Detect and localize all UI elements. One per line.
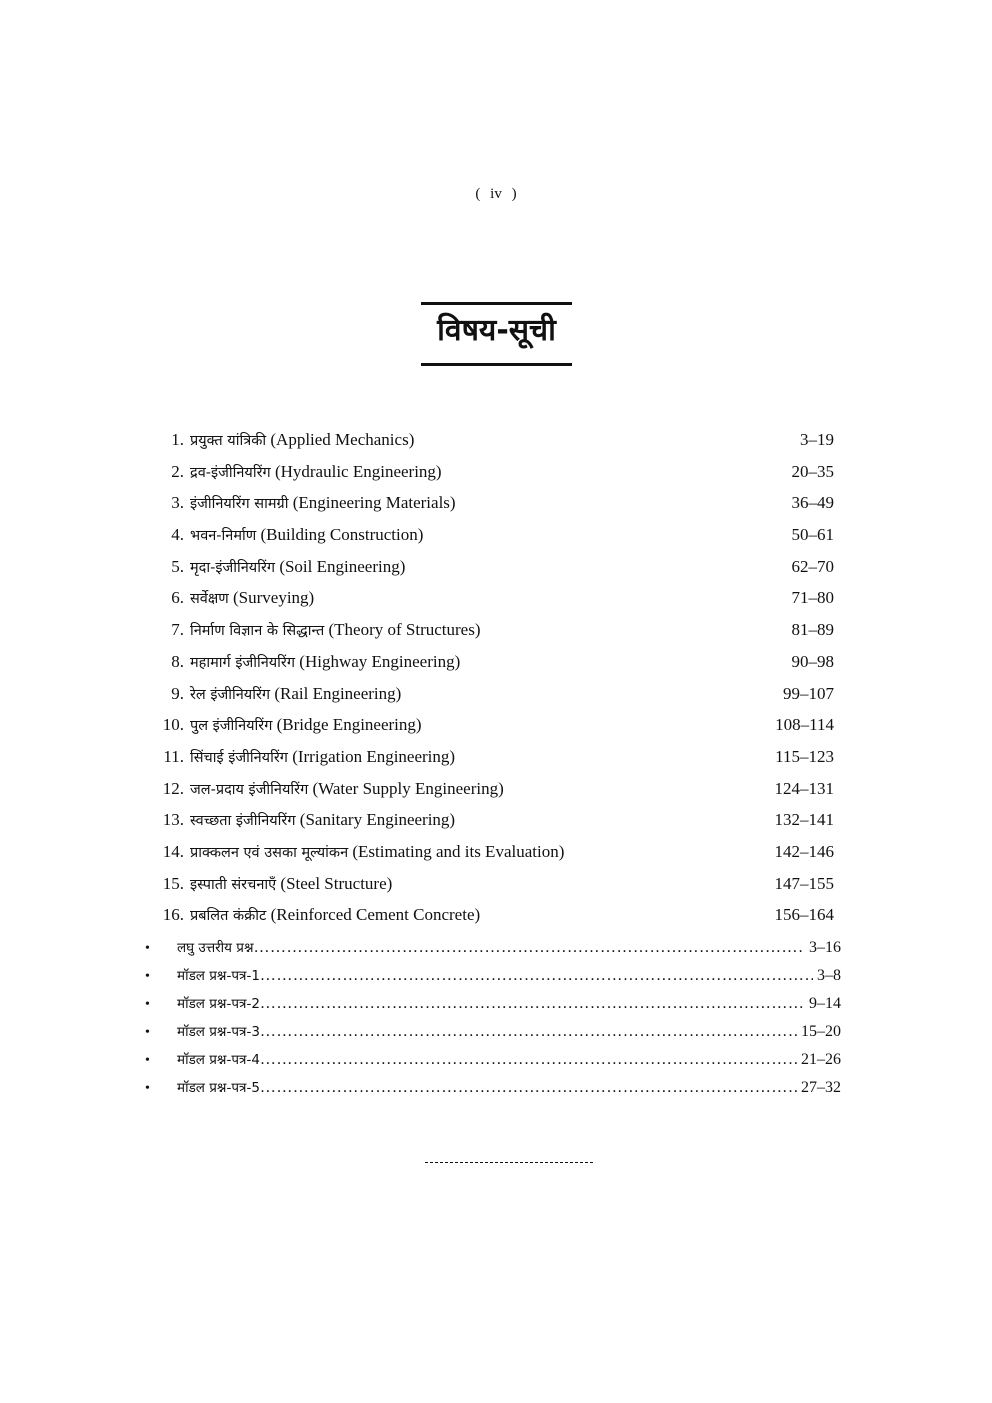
chapter-title-english: (Building Construction) [260, 525, 424, 545]
chapter-pages: 62–70 [791, 556, 834, 576]
chapter-title [190, 652, 754, 672]
chapter-title-english: (Hydraulic Engineering) [274, 461, 442, 481]
chapter-title-hindi: जल-प्रदाय इंजीनियरिंग [190, 781, 309, 798]
chapter-pages: 115–123 [775, 746, 834, 766]
chapter-pages: 50–61 [791, 525, 834, 545]
chapter-number: 10. [162, 715, 184, 735]
toc-entry[interactable] [150, 430, 840, 462]
toc-entry[interactable] [150, 525, 840, 557]
chapter-number: 11. [163, 746, 184, 766]
chapter-title [190, 620, 754, 640]
chapter-title-english: (Irrigation Engineering) [292, 746, 456, 766]
chapter-pages: 108–114 [775, 715, 834, 735]
toc-entry[interactable] [150, 842, 840, 874]
chapter-title-hindi: रेल इंजीनियरिंग [190, 686, 271, 703]
chapter-title [190, 842, 754, 862]
chapter-number: 6. [171, 588, 184, 608]
toc-entry[interactable] [150, 462, 840, 494]
chapter-title [190, 557, 754, 577]
chapter-number: 14. [162, 841, 184, 861]
bullet-icon: • [145, 997, 150, 1012]
chapter-number: 1. [171, 430, 184, 449]
chapter-number: 15. [162, 873, 184, 893]
supplementary-entry[interactable] [145, 994, 841, 1022]
supplementary-pages: 3–16 [809, 939, 841, 956]
supplementary-pages: 15–20 [801, 1023, 841, 1040]
bullet-icon: • [145, 1053, 150, 1068]
leader-dots [254, 939, 805, 957]
supplementary-title: मॉडल प्रश्न-पत्र-3 [177, 1024, 260, 1040]
chapter-title-english: (Reinforced Cement Concrete) [270, 905, 481, 925]
chapter-title-english: (Highway Engineering) [299, 651, 461, 671]
bullet-icon: • [145, 941, 150, 956]
chapter-title [190, 493, 754, 513]
leader-dots [260, 1051, 797, 1069]
toc-entry[interactable] [150, 810, 840, 842]
chapter-title-english: (Bridge Engineering) [276, 715, 422, 735]
bullet-icon: • [145, 969, 150, 984]
supplementary-title: मॉडल प्रश्न-पत्र-4 [177, 1052, 260, 1068]
supplementary-entry[interactable] [145, 938, 841, 966]
chapter-title-english: (Estimating and its Evaluation) [352, 841, 565, 861]
supplementary-entry[interactable] [145, 966, 841, 994]
chapter-title [190, 779, 754, 799]
table-of-contents [150, 430, 840, 937]
chapter-pages: 156–164 [774, 905, 834, 925]
title-block [421, 302, 572, 366]
chapter-pages: 99–107 [783, 683, 834, 703]
chapter-title [190, 462, 754, 482]
chapter-pages: 90–98 [791, 651, 834, 671]
toc-entry[interactable] [150, 747, 840, 779]
end-divider [425, 1162, 593, 1163]
chapter-title-english: (Steel Structure) [280, 873, 393, 893]
chapter-title-english: (Water Supply Engineering) [312, 778, 504, 798]
chapter-title-english: (Theory of Structures) [328, 620, 481, 640]
toc-entry[interactable] [150, 874, 840, 906]
chapter-title-hindi: महामार्ग इंजीनियरिंग [190, 654, 296, 671]
supplementary-pages: 27–32 [801, 1079, 841, 1096]
leader-dots [260, 967, 813, 985]
chapter-title-hindi: पुल इंजीनियरिंग [190, 718, 273, 735]
toc-entry[interactable] [150, 557, 840, 589]
chapter-number: 3. [171, 493, 184, 513]
chapter-number: 7. [171, 620, 184, 640]
leader-dots [260, 1079, 797, 1097]
chapter-title-hindi: द्रव-इंजीनियरिंग [190, 464, 271, 481]
supplementary-title: लघु उत्तरीय प्रश्न [177, 940, 254, 956]
chapter-pages: 36–49 [791, 493, 834, 513]
bullet-icon: • [145, 1025, 150, 1040]
supplementary-title: मॉडल प्रश्न-पत्र-1 [177, 968, 260, 984]
supplementary-pages: 3–8 [817, 967, 841, 984]
toc-entry[interactable] [150, 620, 840, 652]
chapter-number: 12. [162, 778, 184, 798]
chapter-title-hindi: इंजीनियरिंग सामग्री [190, 496, 289, 513]
chapter-title [190, 905, 754, 925]
supplementary-title: मॉडल प्रश्न-पत्र-2 [177, 996, 260, 1012]
chapter-title [190, 874, 754, 894]
toc-entry[interactable] [150, 905, 840, 937]
chapter-pages: 3–19 [800, 430, 834, 449]
toc-entry[interactable] [150, 588, 840, 620]
chapter-title-english: (Rail Engineering) [274, 683, 402, 703]
chapter-title-english: (Surveying) [233, 588, 315, 608]
chapter-pages: 124–131 [774, 778, 834, 798]
chapter-title [190, 525, 754, 545]
supplementary-entry[interactable] [145, 1022, 841, 1050]
supplementary-list [145, 938, 841, 1106]
chapter-number: 8. [171, 651, 184, 671]
chapter-title [190, 588, 754, 608]
chapter-title-english: (Sanitary Engineering) [299, 810, 456, 830]
leader-dots [260, 995, 805, 1013]
chapter-title-hindi: भवन-निर्माण [190, 528, 257, 545]
toc-entry[interactable] [150, 715, 840, 747]
chapter-title-english: (Applied Mechanics) [270, 430, 415, 449]
toc-entry[interactable] [150, 684, 840, 716]
chapter-pages: 20–35 [791, 461, 834, 481]
supplementary-pages: 21–26 [801, 1051, 841, 1068]
chapter-number: 13. [162, 810, 184, 830]
chapter-number: 4. [171, 525, 184, 545]
chapter-number: 5. [171, 556, 184, 576]
chapter-pages: 147–155 [774, 873, 834, 893]
title-rule-bottom [421, 363, 572, 366]
page-title: विषय-सूची [437, 313, 556, 348]
chapter-title-hindi: सिंचाई इंजीनियरिंग [190, 749, 288, 766]
chapter-pages: 81–89 [791, 620, 834, 640]
bullet-icon: • [145, 1081, 150, 1096]
chapter-pages: 142–146 [774, 841, 834, 861]
chapter-title [190, 430, 754, 450]
chapter-title [190, 684, 754, 704]
chapter-title-english: (Engineering Materials) [292, 493, 456, 513]
toc-entry[interactable] [150, 652, 840, 684]
chapter-title-hindi: मृदा-इंजीनियरिंग [190, 559, 276, 576]
chapter-title [190, 715, 754, 735]
toc-entry[interactable] [150, 779, 840, 811]
leader-dots [260, 1023, 797, 1041]
chapter-number: 2. [171, 461, 184, 481]
chapter-number: 16. [162, 905, 184, 925]
chapter-title-english: (Soil Engineering) [279, 556, 406, 576]
chapter-title-hindi: स्वच्छता इंजीनियरिंग [190, 813, 296, 830]
chapter-title-hindi: निर्माण विज्ञान के सिद्धान्त [190, 623, 325, 640]
supplementary-title: मॉडल प्रश्न-पत्र-5 [177, 1080, 260, 1096]
chapter-pages: 71–80 [791, 588, 834, 608]
toc-entry[interactable] [150, 493, 840, 525]
chapter-title-hindi: इस्पाती संरचनाएँ [190, 876, 277, 893]
chapter-title-hindi: प्रबलित कंक्रीट [190, 908, 267, 925]
chapter-pages: 132–141 [774, 810, 834, 830]
chapter-title-hindi: प्राक्कलन एवं उसका मूल्यांकन [190, 844, 349, 861]
supplementary-entry[interactable] [145, 1050, 841, 1078]
supplementary-entry[interactable] [145, 1078, 841, 1106]
supplementary-pages: 9–14 [809, 995, 841, 1012]
chapter-title [190, 747, 754, 767]
page-number: ( iv ) [475, 186, 517, 202]
chapter-title [190, 810, 754, 830]
chapter-title-hindi: प्रयुक्त यांत्रिकी [190, 433, 267, 449]
chapter-title-hindi: सर्वेक्षण [190, 591, 229, 608]
chapter-number: 9. [171, 683, 184, 703]
